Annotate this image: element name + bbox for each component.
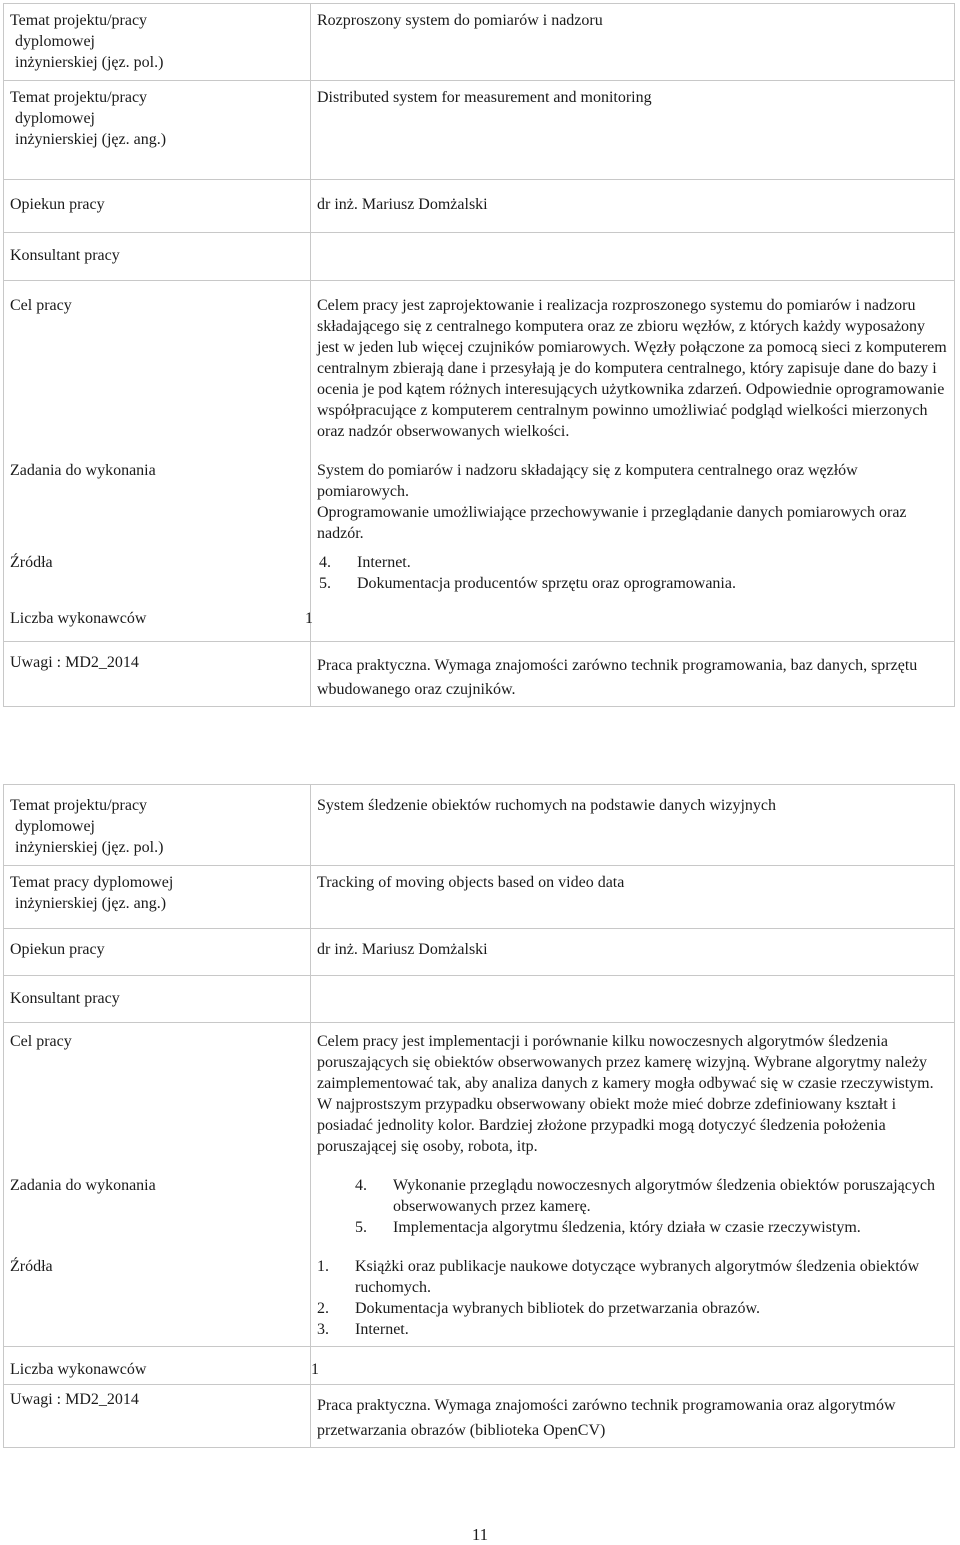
label-line: Temat projektu/pracy [10,797,148,814]
notes-value: Praca praktyczna. Wymaga znajomości zarówno technik programowania oraz algorytmów przetwarzania obrazów (biblioteka OpenCV) [311,1385,955,1448]
consultant-value [311,233,955,281]
list-number: 4. [355,1177,367,1194]
tasks-label: Zadania do wykonania [4,448,311,550]
tasks-label: Zadania do wykonania [4,1163,311,1244]
topic-pl-label [4,4,311,81]
notes-value: Praca praktyczna. Wymaga znajomości zarówno technik programowania, baz danych, sprzętu wbudowanego oraz czujników. [311,642,955,707]
count-number: 1 [311,1361,319,1378]
project-table-2 [3,784,955,1448]
source-text: Internet. [357,554,411,571]
task-item [317,1217,948,1238]
label-line: inżynierskiej (jęz. pol.) [15,54,164,71]
sources-label: Źródła [4,1244,311,1347]
label-line: dyplomowej [15,33,95,50]
count-value [305,596,955,642]
list-number: 3. [317,1321,329,1338]
list-number: 5. [319,575,331,592]
consultant-label: Konsultant pracy [4,976,311,1023]
row-notes [4,1385,955,1448]
task-item [317,1175,948,1217]
count-value [311,1347,955,1385]
goal-label: Cel pracy [4,281,311,449]
sources-label: Źródła [4,550,311,596]
source-item [317,1298,948,1319]
row-count [4,596,955,642]
source-text: Dokumentacja wybranych bibliotek do przetwarzania obrazów. [355,1300,761,1317]
list-number: 1. [317,1258,329,1275]
goal-value: Celem pracy jest zaprojektowanie i realizacja rozproszonego systemu do pomiarów i nadzoru składającego się z centralnego komputera oraz ze zbioru węzłów, z których każdy wyposażony jest w jeden lub więcej czujników pomiarowych. Węzły połączone za pomocą sieci z komputerem centralnym zbierają dane i przesyłają je do komputera centralnego, który zapisuje dane do bazy i ocenia je pod kątem różnych interesujących użytkownika zdarzeń. Odpowiednie oprogramowanie współpracujące z komputerem centralnym powinno umożliwiać podgląd wielkości mierzonych oraz nadzór obserwowanych wielkości. [311,281,955,449]
label-line: dyplomowej [15,818,95,835]
row-tasks [4,1163,955,1244]
row-topic-en [4,866,955,929]
task-item: Oprogramowanie umożliwiające przechowywanie i przeglądanie danych pomiarowych oraz nadzór. [317,504,907,542]
label-line: inżynierskiej (jęz. ang.) [15,131,167,148]
label-line: Temat projektu/pracy [10,89,148,106]
label-line: inżynierskiej (jęz. pol.) [15,839,164,856]
list-number: 4. [319,554,331,571]
topic-en-label [4,866,311,929]
page-number: 11 [471,1525,489,1544]
sources-value [311,550,955,596]
count-label: Liczba wykonawców [4,1347,311,1385]
row-sources [4,1244,955,1347]
goal-label: Cel pracy [4,1023,311,1164]
consultant-label: Konsultant pracy [4,233,311,281]
source-item [281,573,948,594]
source-item [317,1319,948,1340]
label-line: dyplomowej [15,110,95,127]
count-number: 1 [305,610,313,627]
task-item: System do pomiarów i nadzoru składający się z komputera centralnego oraz węzłów pomiarowych. [317,462,858,500]
notes-label: Uwagi : MD2_2014 [4,642,311,707]
row-topic-en [4,81,955,180]
source-item [281,552,948,573]
sources-list [317,1256,948,1340]
sources-list [281,552,948,594]
row-goal [4,1023,955,1164]
row-sources [4,550,955,596]
goal-value: Celem pracy jest implementacji i porównanie kilku nowoczesnych algorytmów śledzenia poruszających się obiektów obserwowanych przez kamerę wizyjną. Wybrane algorytmy należy zaimplementować tak, aby analiza danych z kamery mogła odbywać się w czasie rzeczywistym. W najprostszym przypadku obserwowany obiekt może mieć dobrze zdefiniowany kształt i posiadać jednolity kolor. Bardziej złożone przypadki mogą dotyczyć śledzenia położenia poruszającej się osoby, robota, itp. [311,1023,955,1164]
list-number: 2. [317,1300,329,1317]
source-item [317,1256,948,1298]
notes-label: Uwagi : MD2_2014 [4,1385,311,1448]
source-text: Internet. [355,1321,409,1338]
label-line: Temat projektu/pracy [10,12,148,29]
topic-pl-value: System śledzenie obiektów ruchomych na podstawie danych wizyjnych [311,785,955,866]
row-consultant [4,976,955,1023]
list-number: 5. [355,1219,367,1236]
tasks-list [317,1175,948,1238]
row-count [4,1347,955,1385]
tasks-value [311,448,955,550]
row-consultant [4,233,955,281]
source-text: Książki oraz publikacje naukowe dotyczące wybranych algorytmów śledzenia obiektów ruchomych. [355,1258,920,1296]
topic-en-value: Tracking of moving objects based on video data [311,866,955,929]
topic-pl-label [4,785,311,866]
topic-pl-value: Rozproszony system do pomiarów i nadzoru [311,4,955,81]
row-notes [4,642,955,707]
row-topic-pl [4,785,955,866]
source-text: Dokumentacja producentów sprzętu oraz oprogramowania. [357,575,736,592]
row-topic-pl [4,4,955,81]
tasks-value [311,1163,955,1244]
topic-en-label [4,81,311,180]
project-table-1 [3,3,955,707]
topic-en-value: Distributed system for measurement and monitoring [311,81,955,180]
label-line: inżynierskiej (jęz. ang.) [15,895,167,912]
supervisor-value: dr inż. Mariusz Domżalski [311,929,955,976]
task-text: Wykonanie przeglądu nowoczesnych algorytmów śledzenia obiektów poruszających obserwowanych przez kamerę. [393,1177,935,1215]
supervisor-label: Opiekun pracy [4,929,311,976]
row-supervisor [4,929,955,976]
row-tasks [4,448,955,550]
label-line: Temat pracy dyplomowej [10,874,174,891]
supervisor-label: Opiekun pracy [4,180,311,233]
sources-value [311,1244,955,1347]
row-goal [4,281,955,449]
task-text: Implementacja algorytmu śledzenia, który działa w czasie rzeczywistym. [393,1219,861,1236]
supervisor-value: dr inż. Mariusz Domżalski [311,180,955,233]
row-supervisor [4,180,955,233]
consultant-value [311,976,955,1023]
count-label: Liczba wykonawców [4,596,311,642]
